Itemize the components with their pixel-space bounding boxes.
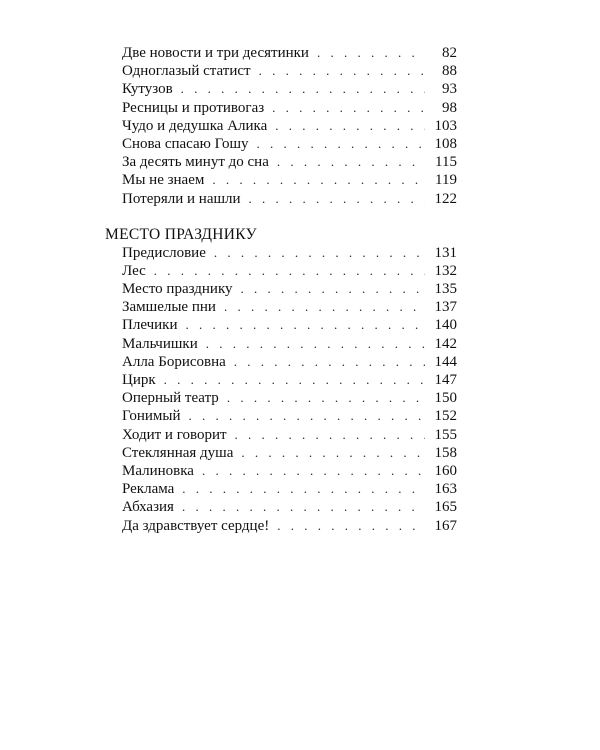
toc-entry-title: Малиновка xyxy=(122,462,194,479)
toc-entry-page: 122 xyxy=(434,190,457,207)
toc-entry xyxy=(105,407,457,425)
dot-leader xyxy=(234,353,425,371)
section-heading: МЕСТО ПРАЗДНИКУ xyxy=(105,225,257,243)
toc-entry-title: Реклама xyxy=(122,481,175,498)
toc-entry xyxy=(105,153,457,171)
toc-entry xyxy=(105,444,457,462)
toc-entry xyxy=(105,389,457,407)
toc-entry-title: За десять минут до сна xyxy=(122,154,269,171)
dot-leader xyxy=(277,153,425,171)
toc-entry xyxy=(105,190,457,208)
toc-entry-page: 144 xyxy=(434,353,457,370)
toc-entry-page: 119 xyxy=(435,172,457,189)
toc-entry xyxy=(105,280,457,298)
toc-entry-page: 103 xyxy=(434,117,457,134)
toc-entry-title: Мальчишки xyxy=(122,335,198,352)
toc-entry-title: Оперный театр xyxy=(122,390,219,407)
dot-leader xyxy=(182,480,425,498)
toc-entry-page: 142 xyxy=(434,335,457,352)
toc-entry xyxy=(105,44,457,62)
table-of-contents xyxy=(105,44,457,535)
toc-entry-page: 93 xyxy=(442,81,457,98)
toc-entry xyxy=(105,171,457,189)
toc-entry-page: 108 xyxy=(434,135,457,152)
toc-entry-title: Алла Борисовна xyxy=(122,353,226,370)
dot-leader xyxy=(241,280,425,298)
toc-entry-title: Ресницы и противогаз xyxy=(122,99,265,116)
toc-entry-title: Две новости и три десятинки xyxy=(122,45,309,61)
toc-entry-page: 155 xyxy=(434,426,457,443)
dot-leader xyxy=(202,462,425,480)
toc-entry-page: 150 xyxy=(434,390,457,407)
toc-entry-page: 137 xyxy=(434,299,457,316)
toc-entry-page: 115 xyxy=(435,154,457,171)
toc-entry-title: Ходит и говорит xyxy=(122,426,227,443)
dot-leader xyxy=(214,244,425,262)
toc-entry xyxy=(105,335,457,353)
dot-leader xyxy=(277,517,425,535)
dot-leader xyxy=(257,135,425,153)
toc-entry-page: 163 xyxy=(434,481,457,498)
toc-entry-title: Да здравствует сердце! xyxy=(122,517,270,534)
dot-leader xyxy=(259,62,425,80)
toc-entry-title: Стеклянная душа xyxy=(122,444,234,461)
toc-entry-title: Место празднику xyxy=(122,281,233,298)
toc-entry xyxy=(105,99,457,117)
dot-leader xyxy=(224,298,425,316)
toc-entry-page: 147 xyxy=(434,372,457,388)
toc-entry xyxy=(105,135,457,153)
toc-entry xyxy=(105,371,457,389)
toc-entry-page: 135 xyxy=(434,281,457,298)
dot-leader xyxy=(189,407,425,425)
toc-entry-page: 152 xyxy=(434,408,457,425)
toc-entry-title: Плечики xyxy=(122,317,178,334)
toc-entry-title: Потеряли и нашли xyxy=(122,190,241,207)
toc-entry-page: 98 xyxy=(442,99,457,116)
toc-entry-title: Одноглазый статист xyxy=(122,63,251,80)
dot-leader xyxy=(241,444,425,462)
toc-entry-page: 88 xyxy=(442,63,457,80)
dot-leader xyxy=(182,498,425,516)
toc-entry xyxy=(105,80,457,98)
dot-leader xyxy=(317,44,425,62)
toc-entry-title: Лес xyxy=(122,262,146,279)
toc-entry-page: 160 xyxy=(434,462,457,479)
dot-leader xyxy=(235,426,425,444)
dot-leader xyxy=(272,99,425,117)
toc-group-2 xyxy=(105,244,457,535)
toc-entry-title: Предисловие xyxy=(122,244,206,261)
toc-entry xyxy=(105,62,457,80)
toc-entry-title: Гонимый xyxy=(122,408,181,425)
toc-entry-title: Мы не знаем xyxy=(122,172,205,189)
dot-leader xyxy=(212,171,425,189)
dot-leader xyxy=(227,389,425,407)
dot-leader xyxy=(275,117,425,135)
toc-entry xyxy=(105,480,457,498)
toc-entry xyxy=(105,262,457,280)
toc-entry xyxy=(105,316,457,334)
dot-leader xyxy=(206,335,425,353)
toc-entry xyxy=(105,298,457,316)
toc-entry xyxy=(105,426,457,444)
toc-entry-page: 131 xyxy=(434,244,457,261)
toc-entry-title: Снова спасаю Гошу xyxy=(122,135,249,152)
dot-leader xyxy=(181,80,425,98)
toc-entry-page: 140 xyxy=(434,317,457,334)
toc-entry-title: Кутузов xyxy=(122,81,173,98)
toc-entry xyxy=(105,353,457,371)
toc-entry xyxy=(105,462,457,480)
dot-leader xyxy=(249,190,425,208)
toc-entry-title: Цирк xyxy=(122,372,156,388)
toc-entry-title: Чудо и дедушка Алика xyxy=(122,117,268,134)
toc-entry-page: 165 xyxy=(434,499,457,516)
toc-entry-page: 167 xyxy=(434,517,457,534)
toc-entry xyxy=(105,244,457,262)
toc-entry xyxy=(105,517,457,535)
toc-entry-title: Замшелые пни xyxy=(122,299,216,316)
dot-leader xyxy=(154,262,425,280)
toc-entry-page: 132 xyxy=(434,262,457,279)
toc-entry xyxy=(105,117,457,135)
toc-entry xyxy=(105,498,457,516)
toc-entry-page: 82 xyxy=(442,45,457,61)
toc-entry-title: Абхазия xyxy=(122,499,174,516)
dot-leader xyxy=(164,371,425,389)
dot-leader xyxy=(186,316,426,334)
toc-group-1 xyxy=(105,44,457,208)
toc-entry-page: 158 xyxy=(434,444,457,461)
